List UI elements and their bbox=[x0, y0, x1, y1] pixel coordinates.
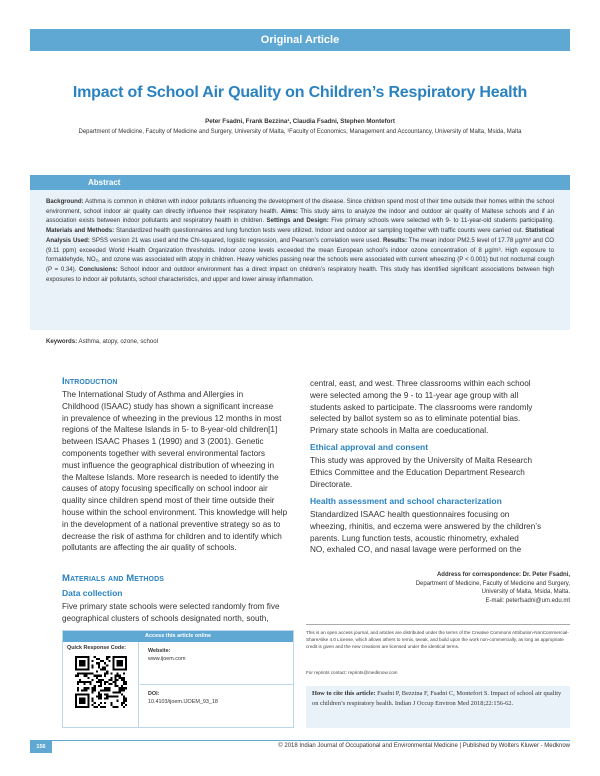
text-line: pollutants are affecting the air quality of schools. bbox=[62, 543, 237, 553]
abstract-aims-label: Aims: bbox=[280, 207, 298, 215]
access-online-box bbox=[62, 630, 294, 728]
abstract-stats: SPSS version 21 was used and the Chi-squared, logistic regression, and Pearson’s correlation were used. bbox=[89, 236, 383, 244]
correspondence-line: Department of Medicine, Faculty of Medicine and Surgery, bbox=[415, 580, 570, 587]
correspondence bbox=[300, 571, 570, 605]
doi-link[interactable]: 10.4103/ijoem.IJOEM_93_18 bbox=[148, 699, 218, 705]
abstract-methods-label: Materials and Methods: bbox=[46, 227, 115, 235]
text-line: geographical clusters of schools designated north, south, bbox=[62, 613, 269, 623]
affiliation: Department of Medicine, Faculty of Medicine and Surgery, University of Malta, ¹Faculty of Economics, Management and Accountancy, University of Malta, Msida, Malta bbox=[78, 129, 522, 135]
doi-cell bbox=[140, 685, 294, 728]
website-cell bbox=[140, 642, 294, 685]
ethics-heading: Ethical approval and consent bbox=[310, 442, 429, 452]
website-link[interactable]: www.ijoem.com bbox=[148, 656, 186, 662]
methods-heading: Materials and Methods bbox=[62, 573, 165, 584]
author-list: Peter Fsadni, Frank Bezzina¹, Claudia Fsadni, Stephen Montefort bbox=[205, 118, 395, 125]
abstract-settings-label: Settings and Design: bbox=[266, 217, 329, 225]
text-line: must influence the geographical distribution of wheezing in bbox=[62, 460, 275, 470]
footer-text: © 2018 Indian Journal of Occupational and Environmental Medicine | Published by Wolters Kluwer - Medknow bbox=[278, 743, 570, 749]
text-line: were selected among the 9 - to 11-year age group with all bbox=[310, 390, 519, 400]
abstract-results-label: Results: bbox=[382, 236, 407, 244]
text-line: wheezing, rhinitis, and eczema were answered by the children’s bbox=[310, 521, 542, 531]
text-line: Standardized ISAAC health questionnaires focusing on bbox=[310, 510, 510, 519]
text-line: house within the school environment. This knowledge will help bbox=[62, 507, 288, 517]
text-line: Directorate. bbox=[310, 479, 353, 489]
abstract-heading: Abstract bbox=[30, 175, 570, 190]
ethics-text bbox=[310, 455, 570, 490]
abstract-stats-label: Statistical Analysis Used: bbox=[46, 227, 554, 244]
license-text: This is an open access journal, and articles are distributed under the terms of the Creative Commons Attribution-NonCommercial-ShareAlike 4.0 License, which allows others to remix, tweak, and build upon the work non-commercially, as long as appropriate credit is given and the new creations are licensed under the identical terms. bbox=[306, 630, 569, 650]
divider bbox=[306, 624, 570, 625]
text-line: NO, exhaled CO, and nasal lavage were performed on the bbox=[310, 545, 522, 555]
abstract-conclusions-label: Conclusions: bbox=[79, 265, 118, 273]
page-number: 156 bbox=[30, 741, 52, 753]
abstract-conclusions: School indoor and outdoor environment has a direct impact on children’s respiratory health. This study has identified significant associations between high exposures to indoor air pollutants, school characteristics, and upper and lower airway inflammation. bbox=[46, 265, 554, 283]
qr-label: Quick Response Code: bbox=[67, 645, 127, 651]
abstract-body bbox=[46, 197, 554, 284]
text-line: Childhood (ISAAC) study has shown a significant increase bbox=[62, 401, 274, 411]
text-line: Primary state schools in Malta are coeducational. bbox=[310, 426, 489, 436]
health-heading: Health assessment and school characterization bbox=[310, 496, 502, 506]
text-line: causes of atopy focusing specifically on school indoor air bbox=[62, 484, 268, 494]
citation-label: How to cite this article: bbox=[312, 690, 376, 697]
text-line: Ethics Committee and the Education Department Research bbox=[310, 467, 525, 477]
keywords bbox=[46, 338, 158, 345]
abstract-methods: Standardized health questionnaires and lung function tests were utilized. Indoor and outdoor air sampling together with traffic counts were carried out. bbox=[114, 227, 526, 235]
text-line: the Maltese Islands. More research is needed to identify the bbox=[62, 472, 279, 482]
data-collection-heading: Data collection bbox=[62, 588, 123, 598]
abstract-background-label: Background: bbox=[46, 198, 84, 205]
keywords-value: Asthma, atopy, ozone, school bbox=[77, 338, 159, 345]
text-line: regions of the Maltese Islands in 5- to 8-year-old children[1] bbox=[62, 425, 278, 435]
abstract-settings: Five primary schools were selected with 9- to 11-year-old students participating. bbox=[328, 217, 554, 225]
text-line: components together with several environmental factors bbox=[62, 448, 265, 458]
doi-label: DOI: bbox=[148, 691, 160, 697]
text-line: This study was approved by the University of Malta Research bbox=[310, 456, 533, 465]
intro-text bbox=[62, 389, 294, 554]
keywords-label: Keywords: bbox=[46, 338, 78, 345]
correspondence-line: University of Malta, Msida, Malta. bbox=[481, 589, 570, 596]
text-line: between ISAAC Phases 1 (1990) and 3 (2001). Genetic bbox=[62, 437, 264, 447]
article-title: Impact of School Air Quality on Children’s Respiratory Health bbox=[72, 84, 528, 101]
text-line: central, east, and west. Three classrooms within each school bbox=[310, 379, 531, 388]
text-line: The International Study of Asthma and Allergies in bbox=[62, 390, 244, 399]
citation-text: Fsadni P, Bezzina F, Fsadni C, Montefort S. Impact of school air quality on children’s respiratory health. Indian J Occup Environ Med 2018;22:156-62. bbox=[312, 690, 562, 707]
intro-heading: Introduction bbox=[62, 376, 118, 387]
text-line: Five primary state schools were selected randomly from five bbox=[62, 602, 280, 611]
text-line: parents. Lung function tests, acoustic rhinometry, exhaled bbox=[310, 533, 519, 543]
correspondence-line: Address for correspondence: Dr. Peter Fsadni, bbox=[436, 572, 570, 578]
reprints-text: For reprints contact: reprints@medknow.com bbox=[306, 670, 398, 675]
text-line: in the development of a national preventive strategy so as to bbox=[62, 519, 281, 529]
text-line: decrease the risk of asthma for children and to identify which bbox=[62, 531, 282, 541]
qr-code-icon[interactable] bbox=[75, 656, 127, 708]
text-line: students asked to participate. The classrooms were randomly bbox=[310, 402, 533, 412]
website-label: Website: bbox=[148, 648, 171, 654]
citation-box bbox=[306, 686, 570, 728]
text-line: quality since children spend most of their time outside their bbox=[62, 496, 275, 506]
article-type-banner: Original Article bbox=[30, 29, 570, 51]
data-collection-text bbox=[310, 378, 570, 437]
abstract-background: Asthma is common in children with indoor pollutants influencing the development of the disease. Since children spend most of their time outside their homes within the school environment, school indoor air quality can directly influence their respiratory health. bbox=[46, 198, 554, 215]
text-line: in prevalence of wheezing in the previous 12 months in most bbox=[62, 413, 282, 423]
access-heading: Access this article online bbox=[63, 631, 293, 642]
methods-text bbox=[62, 601, 294, 625]
abstract-aims: This study aims to analyze the indoor and outdoor air quality of Maltese schools and if an association exists between indoor pollutants and respiratory health in children. bbox=[46, 207, 555, 225]
correspondence-email[interactable]: E-mail: peterfsadni@um.edu.mt bbox=[485, 597, 570, 604]
qr-cell bbox=[63, 642, 139, 728]
health-text bbox=[310, 509, 570, 556]
text-line: selected by ballot system so as to eliminate potential bias. bbox=[310, 414, 521, 424]
abstract-results: The mean indoor PM2.5 level of 17.78 μg/m³ and CO (9.11 ppm) exceeded World Health Organization thresholds. Indoor ozone levels exceeded the mean European school’s indoor ozone concentration of 8 μg/m³. High exposure to formaldehyde, NO₂, and ozone was associated with atopy in children. Heavy vehicles passing near the schools were associated with current wheezing (P < 0.001) but not nocturnal cough (P = 0.34). bbox=[46, 236, 554, 273]
